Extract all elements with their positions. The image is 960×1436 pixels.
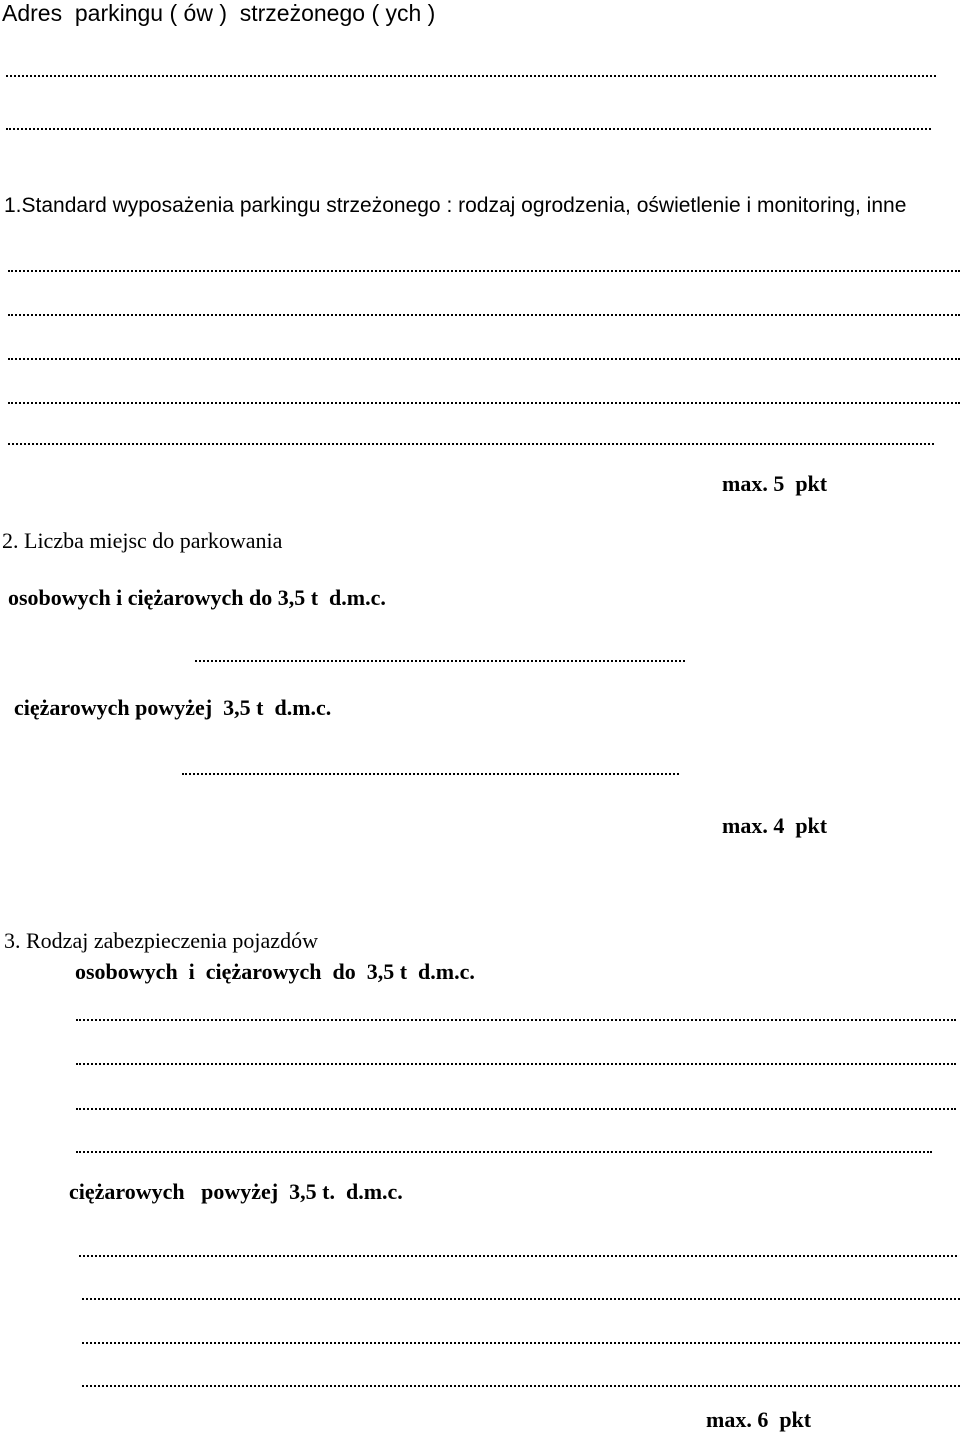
heavy-vehicles-count-field[interactable]: [182, 773, 679, 775]
security-light-line-4[interactable]: [76, 1151, 932, 1153]
points-2: max. 4 pkt: [722, 813, 828, 838]
points-3: max. 6 pkt: [706, 1407, 812, 1432]
answer-1-line-3[interactable]: [8, 358, 960, 360]
answer-1-line-5[interactable]: [8, 443, 934, 445]
light-vehicles-label-2: osobowych i ciężarowych do 3,5 t d.m.c.: [8, 585, 386, 610]
light-vehicles-count-field[interactable]: [195, 660, 685, 662]
answer-1-line-1[interactable]: [8, 270, 960, 272]
security-light-line-1[interactable]: [76, 1019, 956, 1021]
security-heavy-line-3[interactable]: [82, 1342, 960, 1344]
question-3: 3. Rodzaj zabezpieczenia pojazdów: [4, 928, 318, 953]
security-heavy-line-4[interactable]: [82, 1385, 960, 1387]
heavy-vehicles-label-3: ciężarowych powyżej 3,5 t. d.m.c.: [69, 1179, 403, 1204]
page-title: Adres parkingu ( ów ) strzeżonego ( ych ): [2, 0, 436, 26]
security-heavy-line-1[interactable]: [79, 1255, 957, 1257]
question-1: 1.Standard wyposażenia parkingu strzeżonego : rodzaj ogrodzenia, oświetlenie i monitoring, inne: [4, 194, 907, 217]
security-heavy-line-2[interactable]: [82, 1298, 960, 1300]
answer-1-line-4[interactable]: [8, 402, 960, 404]
answer-1-line-2[interactable]: [8, 314, 960, 316]
security-light-line-2[interactable]: [76, 1063, 956, 1065]
security-light-line-3[interactable]: [76, 1108, 956, 1110]
address-line-2[interactable]: [6, 128, 931, 130]
address-line-1[interactable]: [6, 75, 936, 77]
question-2: 2. Liczba miejsc do parkowania: [2, 528, 283, 553]
light-vehicles-label-3: osobowych i ciężarowych do 3,5 t d.m.c.: [75, 959, 475, 984]
heavy-vehicles-label-2: ciężarowych powyżej 3,5 t d.m.c.: [14, 695, 332, 720]
points-1: max. 5 pkt: [722, 471, 828, 496]
